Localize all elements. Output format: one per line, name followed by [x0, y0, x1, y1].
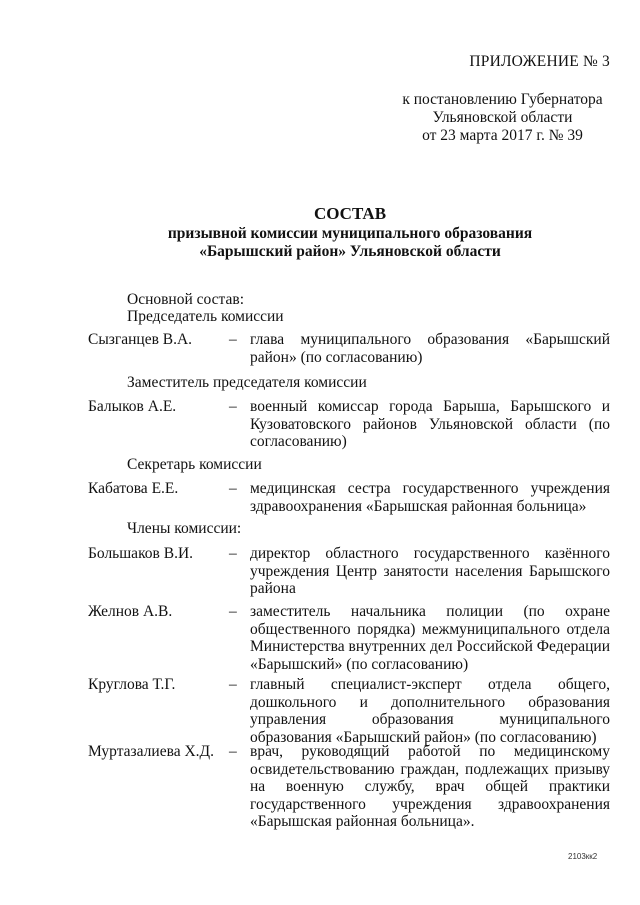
member-description: медицинская сестра государственного учреждения здравоохранения «Барышская районная больница» [250, 480, 610, 515]
member-dash: – [229, 676, 237, 693]
member-row-secretary [88, 480, 610, 515]
member-description: заместитель начальника полиции (по охране общественного порядка) межмуниципального отдела Министерства внутренних дел Российской Федерации «Барышский» (по согласованию) [250, 603, 610, 673]
section-deputy: Заместитель председателя комиссии [127, 374, 367, 391]
member-name: Балыков А.Е. [88, 398, 177, 415]
member-name: Кабатова Е.Е. [88, 480, 179, 497]
annex-line-date: от 23 марта 2017 г. № 39 [422, 127, 583, 144]
member-row-deputy [88, 398, 610, 451]
member-row [88, 676, 610, 746]
document-heading [90, 205, 610, 261]
member-name: Желнов А.В. [88, 603, 173, 620]
member-name: Муртазалиева Х.Д. [88, 743, 214, 760]
member-dash: – [229, 398, 237, 415]
member-name: Круглова Т.Г. [88, 676, 176, 693]
annex-line-decree: к постановлению Губернатора [402, 91, 603, 108]
annex-title: ПРИЛОЖЕНИЕ № 3 [469, 53, 610, 70]
member-row [88, 603, 610, 673]
annex-block [395, 53, 610, 145]
member-name: Сызганцев В.А. [88, 331, 193, 348]
document-code: 2103кк2 [568, 852, 598, 861]
member-dash: – [229, 480, 237, 497]
section-main-composition: Основной состав: [127, 291, 245, 308]
member-row-chairman [88, 331, 610, 366]
annex-line-region: Ульяновской области [432, 109, 573, 126]
document-subtitle-line-1: призывной комиссии муниципального образования [167, 225, 533, 242]
member-dash: – [229, 331, 237, 348]
section-chairman: Председатель комиссии [127, 308, 284, 325]
member-dash: – [229, 545, 237, 562]
document-subtitle-line-2: «Барышский район» Ульяновской области [199, 243, 501, 260]
section-members: Члены комиссии: [127, 520, 242, 537]
member-dash: – [229, 743, 237, 760]
member-description: военный комиссар города Барыша, Барышского и Кузоватовского районов Ульяновской области (по согласованию) [250, 398, 610, 450]
document-title: СОСТАВ [313, 204, 387, 223]
section-secretary: Секретарь комиссии [127, 456, 262, 473]
member-dash: – [229, 603, 237, 620]
member-description: глава муниципального образования «Барышский район» (по согласованию) [250, 331, 610, 366]
member-row [88, 743, 610, 831]
member-description: директор областного государственного казённого учреждения Центр занятости населения Барышского района [250, 545, 610, 597]
member-description: главный специалист-эксперт отдела общего, дошкольного и дополнительного образования управления образования муниципального образования «Барышский район» (по согласованию) [250, 676, 610, 746]
member-name: Большаков В.И. [88, 545, 194, 562]
member-description: врач, руководящий работой по медицинскому освидетельствованию граждан, подлежащих призыву на военную службу, врач общей практики государственного учреждения здравоохранения «Барышская районная больница». [250, 743, 610, 830]
member-row [88, 545, 610, 598]
